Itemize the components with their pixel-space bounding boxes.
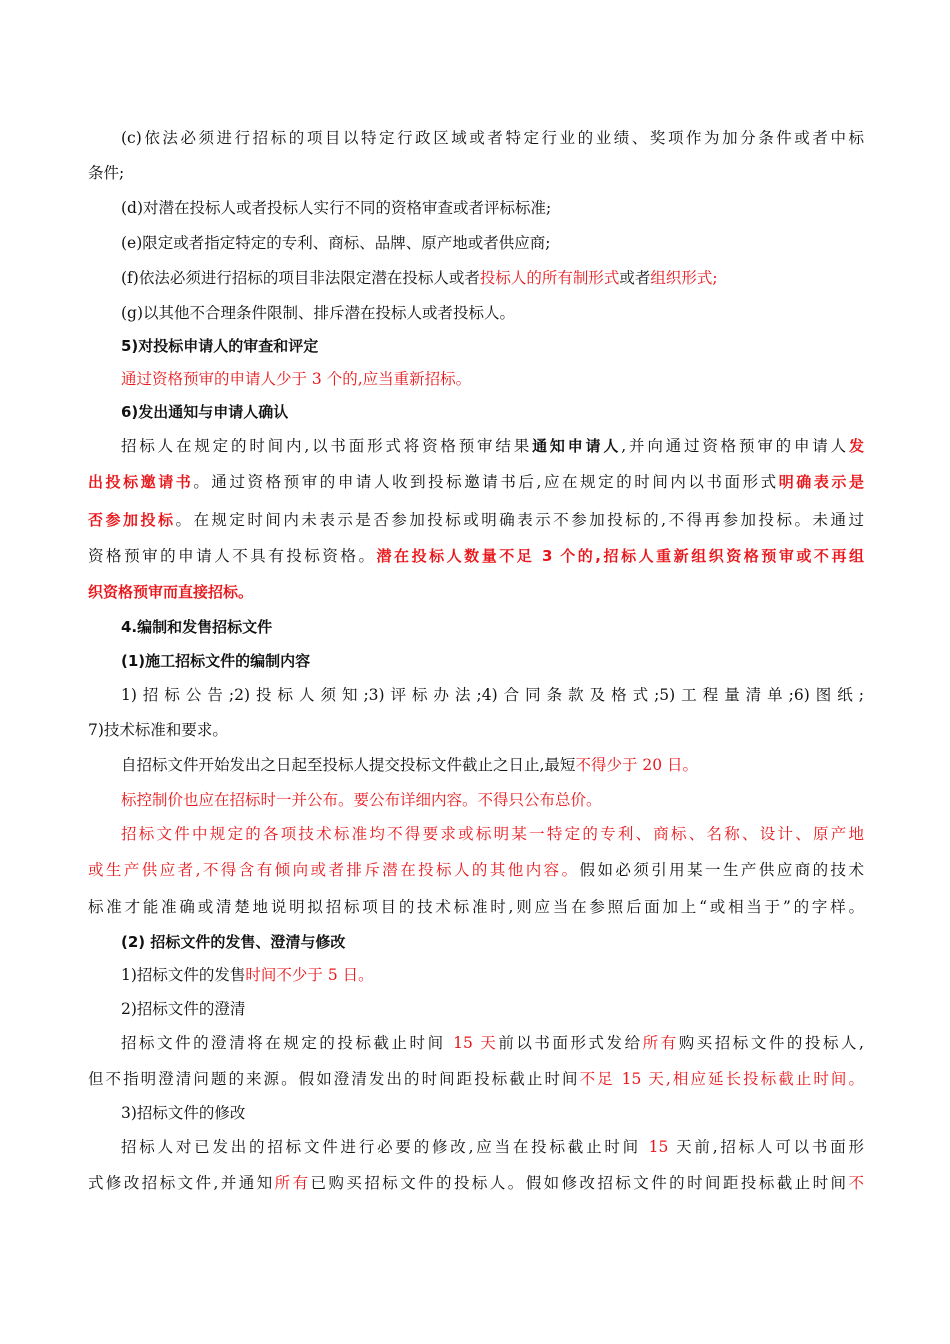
highlight-text: 所有 bbox=[274, 1174, 311, 1192]
text-line bbox=[88, 582, 864, 602]
text-line bbox=[121, 1033, 864, 1053]
text-segment: 但不指明澄清问题的来源。假如澄清发出的时间距投标截止时间 bbox=[88, 1070, 580, 1088]
text-line bbox=[88, 163, 864, 183]
text-segment: 标准才能准确或清楚地说明拟招标项目的技术标准时,则应当在参照后面加上“或相当于”的字样。 bbox=[88, 898, 864, 916]
text-line bbox=[121, 233, 864, 253]
highlight-text: 投标人的所有制形式 bbox=[479, 269, 620, 287]
text-line bbox=[121, 198, 864, 218]
text-line bbox=[121, 965, 864, 985]
text-segment: 或者 bbox=[619, 269, 651, 287]
text-segment: 招标人在规定的时间内,以书面形式将资格预审结果 bbox=[121, 437, 533, 455]
highlight-text: 不得少于 20 日。 bbox=[575, 756, 699, 774]
text-line bbox=[121, 128, 864, 148]
text-segment: 1)招标公告;2)投标人须知;3)评标办法;4)合同条款及格式;5)工程量清单;6)图纸; bbox=[121, 686, 864, 704]
text-segment: 3)招标文件的修改 bbox=[121, 1104, 246, 1122]
highlight-text: 所有 bbox=[642, 1034, 679, 1052]
text-line bbox=[121, 1137, 864, 1157]
text-line bbox=[121, 303, 864, 323]
bold-text: (2) 招标文件的发售、澄清与修改 bbox=[121, 933, 346, 951]
highlight-text: 织资格预审而直接招标。 bbox=[88, 583, 254, 601]
text-segment: 天前,招标人可以书面形 bbox=[668, 1138, 864, 1156]
highlight-text: 或生产供应者,不得含有倾向或者排斥潜在投标人的其他内容。 bbox=[88, 861, 580, 879]
text-line bbox=[121, 824, 864, 844]
text-segment: 。在规定时间内未表示是否参加投标或明确表示不参加投标的,不得再参加投标。未通过 bbox=[175, 511, 864, 529]
text-line bbox=[121, 617, 864, 637]
text-line bbox=[88, 860, 864, 880]
text-segment: 假如必须引用某一生产供应商的技术 bbox=[579, 861, 864, 879]
highlight-text: 不 bbox=[848, 1174, 864, 1192]
text-line bbox=[121, 1103, 864, 1123]
text-line bbox=[121, 436, 864, 456]
text-line bbox=[88, 1173, 864, 1193]
text-line bbox=[88, 472, 864, 492]
text-segment: 7)技术标准和要求。 bbox=[88, 721, 228, 739]
text-line bbox=[121, 402, 864, 422]
text-segment: 1)招标文件的发售 bbox=[121, 966, 246, 984]
highlight-text: 15 天 bbox=[453, 1034, 499, 1052]
text-segment: (c)依法必须进行招标的项目以特定行政区域或者特定行业的业绩、奖项作为加分条件或者中标 bbox=[121, 129, 864, 147]
highlight-text: 招标文件中规定的各项技术标准均不得要求或标明某一特定的专利、商标、名称、设计、原产地 bbox=[121, 825, 864, 843]
text-line bbox=[121, 755, 864, 775]
text-line bbox=[88, 1069, 864, 1089]
text-line bbox=[121, 790, 864, 810]
text-line bbox=[121, 685, 864, 705]
bold-text: 4.编制和发售招标文件 bbox=[121, 618, 273, 636]
text-segment: (g)以其他不合理条件限制、排斥潜在投标人或者投标人。 bbox=[121, 304, 516, 322]
highlight-text: 发 bbox=[848, 437, 864, 455]
text-segment: ,并向通过资格预审的申请人 bbox=[621, 437, 849, 455]
highlight-text: 15 bbox=[648, 1138, 669, 1156]
text-line bbox=[121, 369, 864, 389]
text-segment: 招标文件的澄清将在规定的投标截止时间 bbox=[121, 1034, 454, 1052]
highlight-text: 通过资格预审的申请人少于 3 个的,应当重新招标。 bbox=[121, 370, 472, 388]
text-line bbox=[88, 510, 864, 530]
text-line bbox=[121, 651, 864, 671]
text-segment: 购买招标文件的投标人, bbox=[678, 1034, 864, 1052]
highlight-text: 否参加投标 bbox=[88, 511, 176, 529]
highlight-text: 明确表示是 bbox=[778, 473, 864, 491]
bold-text: (1)施工招标文件的编制内容 bbox=[121, 652, 311, 670]
text-line bbox=[121, 336, 864, 356]
text-segment: (d)对潜在投标人或者投标人实行不同的资格审查或者评标标准; bbox=[121, 199, 552, 217]
text-segment: 自招标文件开始发出之日起至投标人提交投标文件截止之日止,最短 bbox=[121, 756, 576, 774]
text-segment: 2)招标文件的澄清 bbox=[121, 1000, 246, 1018]
highlight-text: 时间不少于 5 日。 bbox=[245, 966, 374, 984]
highlight-text: 潜在投标人数量不足 3 个的,招标人重新组织资格预审或不再组 bbox=[376, 547, 864, 565]
text-segment: 已购买招标文件的投标人。假如修改招标文件的时间距投标截止时间 bbox=[310, 1174, 849, 1192]
highlight-text: 出投标邀请书 bbox=[88, 473, 194, 491]
text-segment: (e)限定或者指定特定的专利、商标、品牌、原产地或者供应商; bbox=[121, 234, 551, 252]
text-line bbox=[121, 999, 864, 1019]
bold-text: 通知申请人 bbox=[532, 437, 622, 455]
text-line bbox=[88, 897, 864, 917]
highlight-text: 组织形式; bbox=[650, 269, 718, 287]
text-segment: 式修改招标文件,并通知 bbox=[88, 1174, 275, 1192]
bold-text: 6)发出通知与申请人确认 bbox=[121, 403, 289, 421]
text-line bbox=[121, 268, 864, 288]
text-line bbox=[121, 932, 864, 952]
bold-text: 5)对投标申请人的审查和评定 bbox=[121, 337, 319, 355]
highlight-text: 不足 15 天,相应延长投标截止时间。 bbox=[579, 1070, 864, 1088]
text-segment: 资格预审的申请人不具有投标资格。 bbox=[88, 547, 377, 565]
text-segment: 。通过资格预审的申请人收到投标邀请书后,应在规定的时间内以书面形式 bbox=[193, 473, 779, 491]
highlight-text: 标控制价也应在招标时一并公布。要公布详细内容。不得只公布总价。 bbox=[121, 791, 602, 809]
text-segment: 条件; bbox=[88, 164, 125, 182]
text-segment: 招标人对已发出的招标文件进行必要的修改,应当在投标截止时间 bbox=[121, 1138, 649, 1156]
text-line bbox=[88, 546, 864, 566]
text-line bbox=[88, 720, 864, 740]
text-segment: 前以书面形式发给 bbox=[498, 1034, 643, 1052]
text-segment: (f)依法必须进行招标的项目非法限定潜在投标人或者 bbox=[121, 269, 480, 287]
